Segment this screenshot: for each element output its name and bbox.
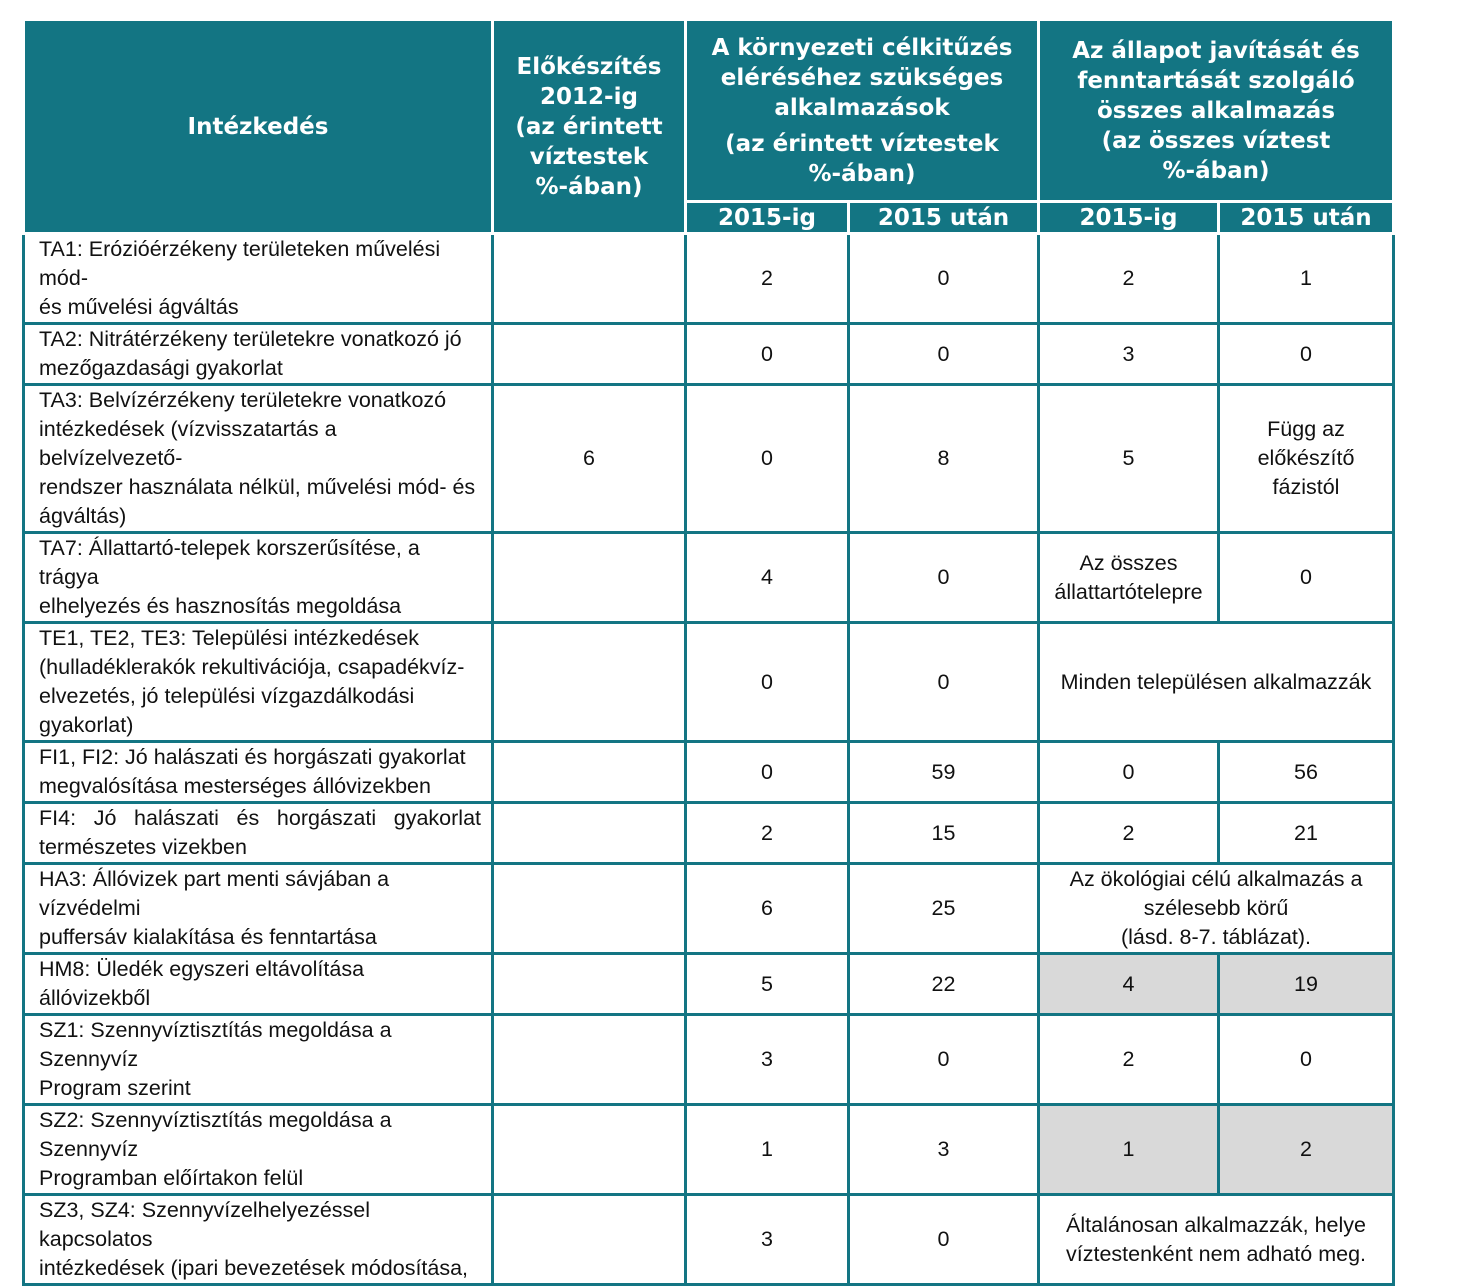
measure-name: HM8: Üledék egyszeri eltávolítása állóvizekből bbox=[24, 954, 493, 1015]
env-after-cell: 59 bbox=[849, 742, 1039, 803]
prep-cell bbox=[493, 533, 686, 623]
table-row bbox=[24, 864, 1394, 954]
all-after-cell: 0 bbox=[1219, 1015, 1394, 1105]
all-after-cell: 0 bbox=[1219, 533, 1394, 623]
all-after-cell: 56 bbox=[1219, 742, 1394, 803]
env-until-cell: 1 bbox=[686, 1105, 849, 1195]
all-until-cell: 3 bbox=[1039, 324, 1219, 385]
subheader-env-after-2015: 2015 után bbox=[849, 202, 1039, 234]
measure-name: TA1: Erózióérzékeny területeken művelési mód- és művelési ágváltás bbox=[24, 234, 493, 324]
all-after-cell: 19 bbox=[1219, 954, 1394, 1015]
all-until-cell: 4 bbox=[1039, 954, 1219, 1015]
measure-name: FI4: Jó halászati és horgászati gyakorlat természetes vizekben bbox=[24, 803, 493, 864]
env-until-cell: 5 bbox=[686, 954, 849, 1015]
all-after-cell: 21 bbox=[1219, 803, 1394, 864]
header-preparation: Előkészítés 2012-ig (az érintett víztestek %-ában) bbox=[493, 20, 686, 234]
env-after-cell: 25 bbox=[849, 864, 1039, 954]
subheader-env-until-2015: 2015-ig bbox=[686, 202, 849, 234]
env-until-cell: 0 bbox=[686, 385, 849, 533]
all-until-cell: 5 bbox=[1039, 385, 1219, 533]
measure-name: SZ1: Szennyvíztisztítás megoldása a Szennyvíz Program szerint bbox=[24, 1015, 493, 1105]
prep-cell: 6 bbox=[493, 385, 686, 533]
env-until-cell: 0 bbox=[686, 623, 849, 742]
measure-name: HA3: Állóvizek part menti sávjában a vízvédelmi puffersáv kialakítása és fenntartása bbox=[24, 864, 493, 954]
table-row bbox=[24, 234, 1394, 324]
env-after-cell: 0 bbox=[849, 234, 1039, 324]
env-after-cell: 8 bbox=[849, 385, 1039, 533]
env-after-cell: 15 bbox=[849, 803, 1039, 864]
measures-table bbox=[22, 18, 1395, 1286]
measure-name: SZ3, SZ4: Szennyvízelhelyezéssel kapcsolatos intézkedések (ipari bevezetések módosítása, bbox=[24, 1195, 493, 1285]
table-row bbox=[24, 803, 1394, 864]
env-until-cell: 3 bbox=[686, 1195, 849, 1285]
all-after-cell: 0 bbox=[1219, 324, 1394, 385]
all-until-cell: 0 bbox=[1039, 742, 1219, 803]
env-after-cell: 0 bbox=[849, 533, 1039, 623]
all-merged-cell: Az ökológiai célú alkalmazás a szélesebb körű (lásd. 8-7. táblázat). bbox=[1039, 864, 1394, 954]
all-merged-cell: Általánosan alkalmazzák, helye víztestenként nem adható meg. bbox=[1039, 1195, 1394, 1285]
measure-name: TA3: Belvízérzékeny területekre vonatkozó intézkedések (vízvisszatartás a belvízelvezető- rendszer használata nélkül, művelési mód- és ágváltás) bbox=[24, 385, 493, 533]
measure-name: TE1, TE2, TE3: Települési intézkedések (hulladéklerakók rekultivációja, csapadékvíz- elvezetés, jó települési vízgazdálkodási gyakorlat) bbox=[24, 623, 493, 742]
env-after-cell: 0 bbox=[849, 324, 1039, 385]
table-row bbox=[24, 1105, 1394, 1195]
subheader-all-until-2015: 2015-ig bbox=[1039, 202, 1219, 234]
env-until-cell: 3 bbox=[686, 1015, 849, 1105]
prep-cell bbox=[493, 864, 686, 954]
measure-name: TA7: Állattartó-telepek korszerűsítése, a trágya elhelyezés és hasznosítás megoldása bbox=[24, 533, 493, 623]
table-row bbox=[24, 324, 1394, 385]
prep-cell bbox=[493, 234, 686, 324]
prep-cell bbox=[493, 742, 686, 803]
prep-cell bbox=[493, 623, 686, 742]
prep-cell bbox=[493, 324, 686, 385]
env-until-cell: 0 bbox=[686, 742, 849, 803]
table-row bbox=[24, 742, 1394, 803]
table-row bbox=[24, 623, 1394, 742]
table-row bbox=[24, 1195, 1394, 1285]
measure-name: SZ2: Szennyvíztisztítás megoldása a Szennyvíz Programban előírtakon felül bbox=[24, 1105, 493, 1195]
all-until-cell: 2 bbox=[1039, 1015, 1219, 1105]
all-after-cell: 1 bbox=[1219, 234, 1394, 324]
prep-cell bbox=[493, 1105, 686, 1195]
prep-cell bbox=[493, 803, 686, 864]
env-until-cell: 2 bbox=[686, 234, 849, 324]
subheader-all-after-2015: 2015 után bbox=[1219, 202, 1394, 234]
env-until-cell: 2 bbox=[686, 803, 849, 864]
all-until-cell: 1 bbox=[1039, 1105, 1219, 1195]
all-merged-cell: Minden településen alkalmazzák bbox=[1039, 623, 1394, 742]
table-row bbox=[24, 385, 1394, 533]
prep-cell bbox=[493, 954, 686, 1015]
prep-cell bbox=[493, 1015, 686, 1105]
all-after-cell: 2 bbox=[1219, 1105, 1394, 1195]
env-until-cell: 6 bbox=[686, 864, 849, 954]
header-measure: Intézkedés bbox=[24, 20, 493, 234]
all-after-cell: Függ az előkészítő fázistól bbox=[1219, 385, 1394, 533]
measure-name: FI1, FI2: Jó halászati és horgászati gyakorlat megvalósítása mesterséges állóvizekben bbox=[24, 742, 493, 803]
header-environmental-goal: A környezeti célkitűzés eléréséhez szükséges alkalmazások (az érintett víztestek %-ában) bbox=[686, 20, 1039, 202]
table-row bbox=[24, 533, 1394, 623]
table-row bbox=[24, 954, 1394, 1015]
measure-name: TA2: Nitrátérzékeny területekre vonatkozó jó mezőgazdasági gyakorlat bbox=[24, 324, 493, 385]
prep-cell bbox=[493, 1195, 686, 1285]
env-until-cell: 0 bbox=[686, 324, 849, 385]
header-all-applications: Az állapot javítását és fenntartását szolgáló összes alkalmazás (az összes víztest %-ában) bbox=[1039, 20, 1394, 202]
env-after-cell: 0 bbox=[849, 1015, 1039, 1105]
all-until-cell: Az összes állattartótelepre bbox=[1039, 533, 1219, 623]
env-after-cell: 0 bbox=[849, 1195, 1039, 1285]
env-after-cell: 22 bbox=[849, 954, 1039, 1015]
table-row bbox=[24, 1015, 1394, 1105]
env-until-cell: 4 bbox=[686, 533, 849, 623]
all-until-cell: 2 bbox=[1039, 234, 1219, 324]
all-until-cell: 2 bbox=[1039, 803, 1219, 864]
env-after-cell: 0 bbox=[849, 623, 1039, 742]
env-after-cell: 3 bbox=[849, 1105, 1039, 1195]
